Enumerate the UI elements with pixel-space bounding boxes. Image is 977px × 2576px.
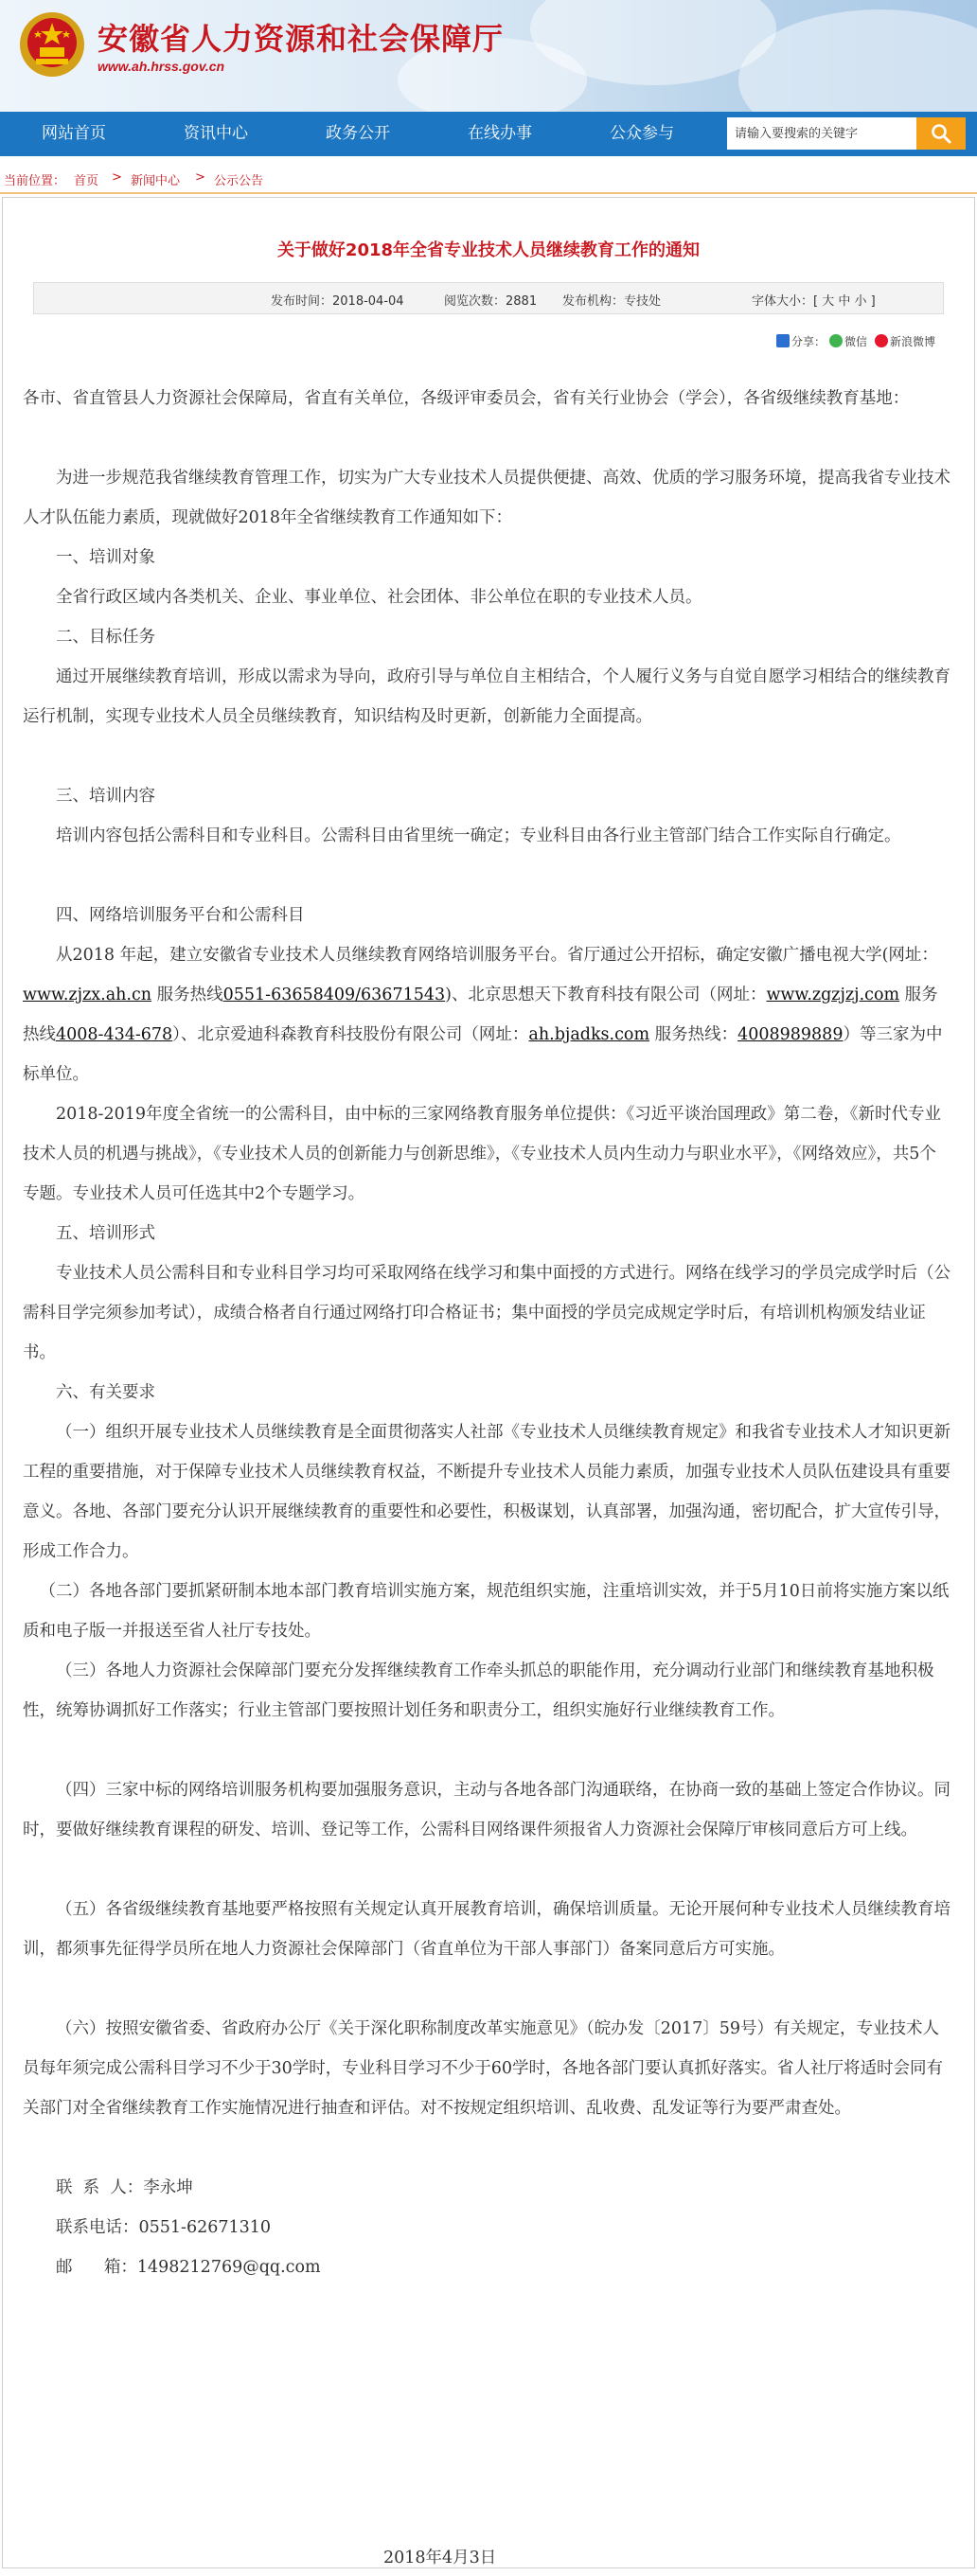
requirement-6: （六）按照安徽省委、省政府办公厅《关于深化职称制度改革实施意见》（皖办发〔2017〕59号）有关规定，专业技术人员每年须完成公需科目学习不少于30学时，专业科目学习不少于60学时，各地各部门要认真抓好落实。省人社厅将适时会同有关部门对全省继续教育工作实施情况进行抽查和评估。对不按规定组织培训、乱收费、乱发证等行为要严肃查处。 bbox=[23, 2019, 944, 2118]
nav-item-news[interactable]: 资讯中心 bbox=[184, 124, 248, 143]
search-input[interactable] bbox=[727, 117, 916, 150]
view-count: 阅览次数：2881 bbox=[444, 294, 538, 309]
share-button[interactable] bbox=[776, 333, 826, 349]
heading-training-target: 一、培训对象 bbox=[56, 548, 155, 567]
heading-requirements: 六、有关要求 bbox=[56, 1383, 155, 1402]
requirement-3: （三）各地人力资源社会保障部门要充分发挥继续教育工作牵头抓总的职能作用，充分调动行业部门和继续教育基地积极性，统筹协调抓好工作落实；行业主管部门要按照计划任务和职责分工，组织实施好行业继续教育工作。 bbox=[23, 1661, 934, 1720]
paragraph-training-target: 全省行政区域内各类机关、企业、事业单位、社会团体、非公单位在职的专业技术人员。 bbox=[56, 588, 702, 607]
signature-date: 2018年4月3日 bbox=[383, 2549, 497, 2567]
platform-text: ）等三家为中标单位。 bbox=[23, 1025, 943, 1084]
share-icon bbox=[776, 334, 790, 347]
heading-format: 五、培训形式 bbox=[56, 1224, 155, 1243]
requirement-4: （四）三家中标的网络培训服务机构要加强服务意识，主动与各地各部门沟通联络，在协商一致的基础上签定合作协议。同时，要做好继续教育课程的研发、培训、登记等工作，公需科目网络课件须报省人力资源社会保障厅审核同意后方可上线。 bbox=[23, 1781, 950, 1839]
breadcrumb-sep: > bbox=[112, 170, 122, 185]
wechat-label: 微信 bbox=[844, 335, 868, 348]
nav-item-gov-affairs[interactable]: 政务公开 bbox=[326, 124, 390, 143]
hotline-1: 0551-63658409/63671543 bbox=[222, 986, 446, 1004]
site-title[interactable]: 安徽省人力资源和社会保障厅 bbox=[98, 21, 505, 57]
contact-email: 邮 箱：1498212769@qq.com bbox=[56, 2258, 321, 2277]
publisher: 发布机构：专技处 bbox=[562, 294, 662, 309]
weibo-icon bbox=[875, 334, 888, 347]
platform-text: 从2018 年起，建立安徽省专业技术人员继续教育网络培训服务平台。省厅通过公开招标，确定安徽广播电视大学(网址： bbox=[56, 946, 938, 965]
breadcrumb-item-notice[interactable]: 公示公告 bbox=[214, 174, 264, 188]
breadcrumb-item-news[interactable]: 新闻中心 bbox=[131, 174, 181, 188]
platform-text: 服务热线 bbox=[151, 986, 223, 1004]
paragraph-platform bbox=[23, 935, 950, 1094]
wechat-icon bbox=[829, 334, 843, 347]
breadcrumb-divider bbox=[0, 192, 977, 194]
breadcrumb-prefix: 当前位置： bbox=[4, 174, 66, 188]
site-header bbox=[0, 0, 977, 112]
heading-platform: 四、网络培训服务平台和公需科目 bbox=[56, 906, 305, 925]
paragraph-public-courses: 2018-2019年度全省统一的公需科目，由中标的三家网络教育服务单位提供：《习近平谈治国理政》第二卷，《新时代专业技术人员的机遇与挑战》，《专业技术人员的创新能力与创新思维》，《专业技术人员内生动力与职业水平》，《网络效应》，共5个专题。专业技术人员可任选其中2个专题学习。 bbox=[23, 1105, 941, 1203]
platform-text: 服务热线： bbox=[649, 1025, 738, 1044]
contact-phone: 联系电话：0551-62671310 bbox=[56, 2218, 272, 2237]
breadcrumb-item-home[interactable]: 首页 bbox=[74, 174, 99, 188]
search-button[interactable] bbox=[916, 117, 966, 150]
paragraph-addressee: 各市、省直管县人力资源社会保障局，省直有关单位，各级评审委员会，省有关行业协会（学会），各省级继续教育基地： bbox=[23, 389, 910, 408]
hotline-3: 4008989889 bbox=[737, 1025, 844, 1044]
breadcrumb-sep: > bbox=[195, 170, 205, 185]
share-weibo-button[interactable] bbox=[875, 333, 935, 349]
link-zjzx[interactable]: www.zjzx.ah.cn bbox=[23, 986, 152, 1004]
platform-text: ）、北京爱迪科森教育科技股份有限公司（网址： bbox=[172, 1025, 529, 1044]
paragraph-format: 专业技术人员公需科目和专业科目学习均可采取网络在线学习和集中面授的方式进行。网络在线学习的学员完成学时后（公需科目学完须参加考试），成绩合格者自行通过网络打印合格证书；集中面授的学员完成规定学时后，有培训机构颁发结业证书。 bbox=[23, 1264, 950, 1362]
share-wechat-button[interactable] bbox=[829, 333, 867, 349]
site-url[interactable]: www.ah.hrss.gov.cn bbox=[98, 59, 225, 74]
requirement-5: （五）各省级继续教育基地要严格按照有关规定认真开展教育培训，确保培训质量。无论开展何种专业技术人员继续教育培训，都须事先征得学员所在地人力资源社会保障部门（省直单位为干部人事部门）备案同意后方可实施。 bbox=[23, 1900, 950, 1959]
hotline-2: 4008-434-678 bbox=[56, 1025, 173, 1044]
requirement-2: （二）各地各部门要抓紧研制本地本部门教育培训实施方案，规范组织实施，注重培训实效，并于5月10日前将实施方案以纸质和电子版一并报送至省人社厅专技处。 bbox=[23, 1582, 950, 1641]
paragraph-intro: 为进一步规范我省继续教育管理工作，切实为广大专业技术人员提供便捷、高效、优质的学习服务环境，提高我省专业技术人才队伍能力素质，现就做好2018年全省继续教育工作通知如下： bbox=[23, 469, 950, 527]
article-title: 关于做好2018年全省专业技术人员继续教育工作的通知 bbox=[276, 240, 701, 260]
nav-item-online-service[interactable]: 在线办事 bbox=[468, 124, 532, 143]
share-label: 分享： bbox=[791, 335, 826, 348]
font-size-control[interactable]: 字体大小：[ 大 中 小 ] bbox=[752, 294, 876, 309]
national-emblem-icon[interactable] bbox=[17, 9, 87, 80]
breadcrumb bbox=[0, 167, 977, 193]
article-meta-bar bbox=[33, 282, 944, 314]
publish-time: 发布时间：2018-04-04 bbox=[271, 294, 404, 309]
contact-person: 联 系 人：李永坤 bbox=[56, 2178, 193, 2197]
nav-item-home[interactable]: 网站首页 bbox=[42, 124, 106, 143]
search-icon bbox=[931, 123, 951, 144]
requirement-1: （一）组织开展专业技术人员继续教育是全面贯彻落实人社部《专业技术人员继续教育规定》和我省专业技术人才知识更新工程的重要措施，对于保障专业技术人员继续教育权益，不断提升专业技术人员能力素质，加强专业技术人员队伍建设具有重要意义。各地、各部门要充分认识开展继续教育的重要性和必要性，积极谋划，认真部署，加强沟通，密切配合，扩大宣传引导，形成工作合力。 bbox=[23, 1423, 950, 1561]
nav-item-public-participation[interactable]: 公众参与 bbox=[610, 124, 674, 143]
heading-content: 三、培训内容 bbox=[56, 787, 155, 806]
paragraph-goals: 通过开展继续教育培训，形成以需求为导向，政府引导与单位自主相结合，个人履行义务与自觉自愿学习相结合的继续教育运行机制，实现专业技术人员全员继续教育，知识结构及时更新，创新能力全面提高。 bbox=[23, 667, 950, 726]
link-zgzjzj[interactable]: www.zgzjzj.com bbox=[766, 986, 900, 1004]
heading-goals: 二、目标任务 bbox=[56, 628, 155, 647]
link-bjadks[interactable]: ah.bjadks.com bbox=[528, 1025, 650, 1044]
weibo-label: 新浪微博 bbox=[890, 335, 936, 348]
paragraph-content: 培训内容包括公需科目和专业科目。公需科目由省里统一确定；专业科目由各行业主管部门结合工作实际自行确定。 bbox=[56, 826, 901, 845]
platform-text: )、北京思想天下教育科技有限公司（网址： bbox=[445, 986, 767, 1004]
platform-text: 服务热线 bbox=[23, 986, 938, 1044]
